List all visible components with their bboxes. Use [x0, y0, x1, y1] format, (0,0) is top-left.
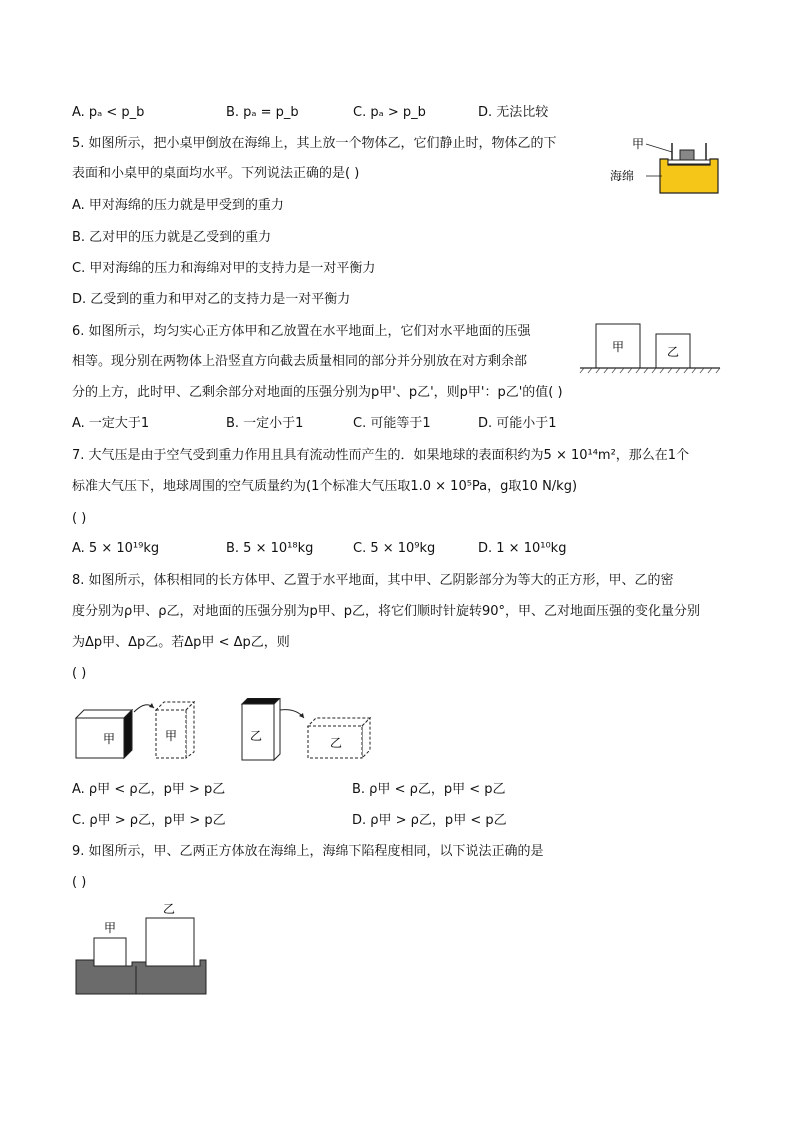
label-block-b2: 乙	[330, 736, 343, 750]
q6-option-c: C. 可能等于1	[353, 416, 431, 431]
q8-figure	[70, 698, 380, 768]
q6-figure	[578, 320, 722, 378]
label-cube-a: 甲	[104, 921, 117, 935]
q9-stem-line-2: ( )	[72, 875, 87, 890]
q8-option-a: A. ρ甲 < ρ乙，p甲 > p乙	[72, 782, 226, 797]
label-cube-a: 甲	[612, 340, 625, 354]
q4-option-b: B. pₐ = p_b	[226, 105, 299, 120]
q7-stem-line-3: ( )	[72, 511, 87, 526]
q8-stem-line-1: 8. 如图所示，体积相同的长方体甲、乙置于水平地面，其中甲、乙阴影部分为等大的正方形，甲、乙的密	[72, 573, 674, 588]
cube-b	[146, 918, 194, 966]
block-b-original	[242, 698, 280, 760]
q5-stem-line-2: 表面和小桌甲的桌面均水平。下列说法正确的是( )	[72, 166, 360, 181]
label-block-a1: 甲	[103, 732, 116, 746]
rotate-arrow-b	[280, 710, 304, 718]
label-cube-b: 乙	[667, 345, 680, 359]
q6-stem-line-3: 分的上方，此时甲、乙剩余部分对地面的压强分别为p甲'、p乙'，则p甲'：p乙'的值( )	[72, 385, 563, 400]
ground-hatch	[580, 368, 720, 373]
q7-option-d: D. 1 × 10¹⁰kg	[478, 541, 567, 556]
q5-figure	[606, 134, 724, 198]
q7-option-a: A. 5 × 10¹⁹kg	[72, 541, 160, 556]
q5-option-d: D. 乙受到的重力和甲对乙的支持力是一对平衡力	[72, 292, 351, 307]
q5-stem-line-1: 5. 如图所示，把小桌甲倒放在海绵上，其上放一个物体乙，它们静止时，物体乙的下	[72, 136, 557, 151]
label-block-a2: 甲	[165, 729, 178, 743]
q5-option-c: C. 甲对海绵的压力和海绵对甲的支持力是一对平衡力	[72, 261, 376, 276]
label-block-b1: 乙	[250, 729, 263, 743]
table-top	[668, 160, 710, 164]
q8-option-c: C. ρ甲 > ρ乙，p甲 > p乙	[72, 813, 226, 828]
block-a-original	[76, 710, 132, 758]
q6-option-d: D. 可能小于1	[478, 416, 557, 431]
q7-stem-line-2: 标准大气压下，地球周围的空气质量约为(1个标准大气压取1.0 × 10⁵Pa，g取10 N/kg)	[72, 479, 578, 494]
cube-a	[94, 938, 126, 966]
label-cube-b: 乙	[163, 902, 176, 916]
q8-option-b: B. ρ甲 < ρ乙，p甲 < p乙	[352, 782, 506, 797]
q9-figure	[74, 900, 210, 998]
q5-option-b: B. 乙对甲的压力就是乙受到的重力	[72, 230, 272, 245]
q7-option-b: B. 5 × 10¹⁸kg	[226, 541, 314, 556]
q8-stem-line-3: 为Δp甲、Δp乙。若Δp甲 < Δp乙，则	[72, 635, 290, 650]
label-table: 甲	[632, 137, 645, 151]
leader-table	[646, 144, 672, 152]
q8-option-d: D. ρ甲 > ρ乙，p甲 < p乙	[352, 813, 507, 828]
q6-stem-line-2: 相等。现分别在两物体上沿竖直方向截去质量相同的部分并分别放在对方剩余部	[72, 354, 528, 369]
label-sponge: 海绵	[610, 169, 635, 183]
q4-option-c: C. pₐ > p_b	[353, 105, 426, 120]
object-block	[680, 150, 694, 160]
q7-option-c: C. 5 × 10⁹kg	[353, 541, 436, 556]
q7-stem-line-1: 7. 大气压是由于空气受到重力作用且具有流动性而产生的．如果地球的表面积约为5 × 10¹⁴m²，那么在1个	[72, 448, 690, 463]
q5-option-a: A. 甲对海绵的压力就是甲受到的重力	[72, 198, 284, 213]
q8-stem-line-2: 度分别为ρ甲、ρ乙，对地面的压强分别为p甲、p乙，将它们顺时针旋转90°，甲、乙对地面压强的变化量分别	[72, 604, 701, 619]
q9-stem-line-1: 9. 如图所示，甲、乙两正方体放在海绵上，海绵下陷程度相同，以下说法正确的是	[72, 844, 544, 859]
q8-stem-line-4: ( )	[72, 666, 87, 681]
q6-option-b: B. 一定小于1	[226, 416, 304, 431]
q6-stem-line-1: 6. 如图所示，均匀实心正方体甲和乙放置在水平地面上，它们对水平地面的压强	[72, 324, 531, 339]
q4-option-d: D. 无法比较	[478, 105, 549, 120]
q6-option-a: A. 一定大于1	[72, 416, 150, 431]
q4-option-a: A. pₐ < p_b	[72, 105, 145, 120]
